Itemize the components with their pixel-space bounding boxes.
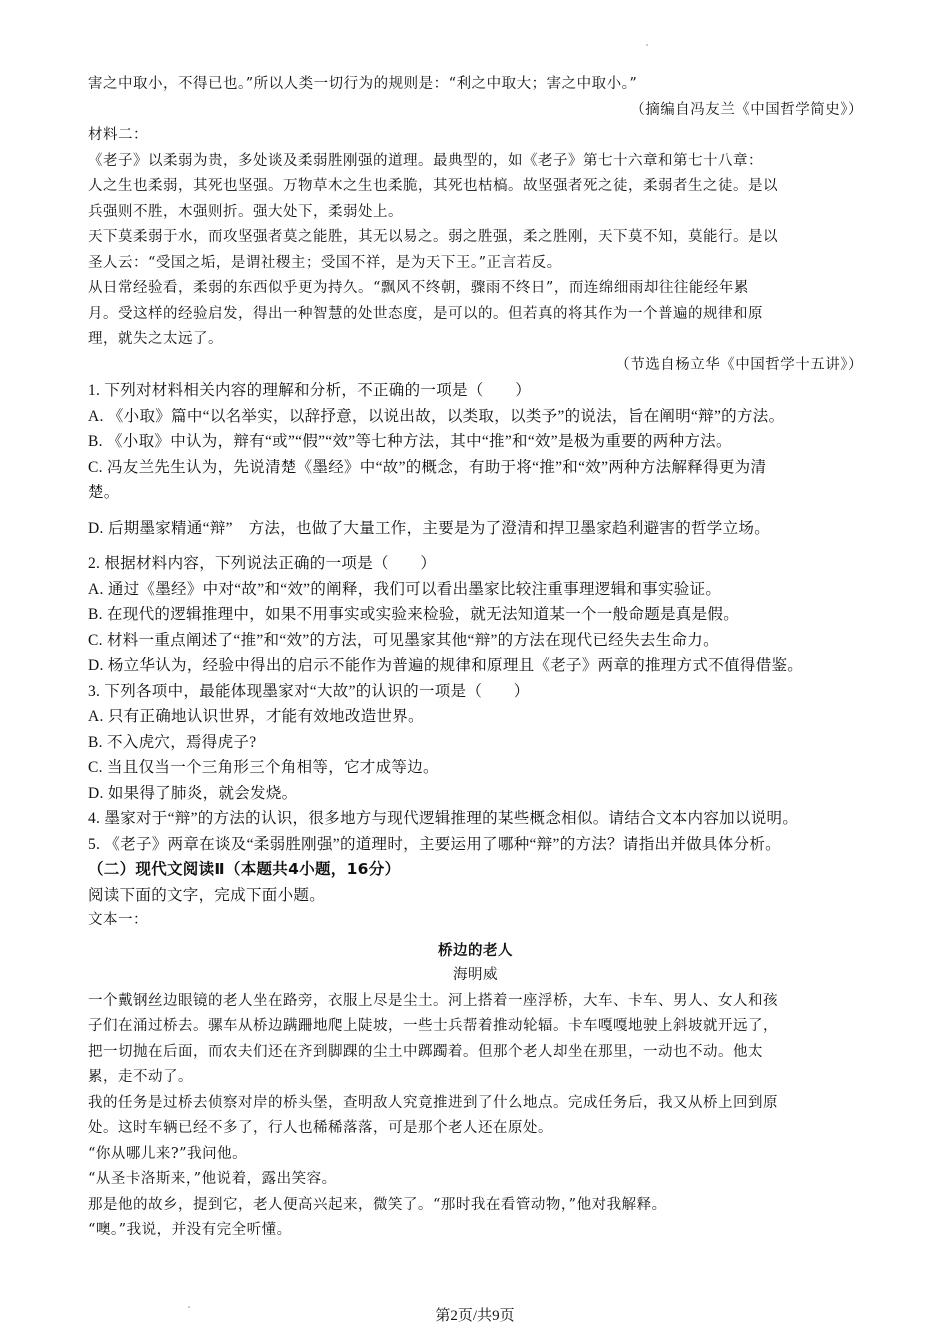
text-line: 人之生也柔弱，其死也坚强。万物草木之生也柔脆，其死也枯槁。故坚强者死之徒，柔弱者生之徒。是以 bbox=[88, 178, 778, 194]
story-author: 海明威 bbox=[453, 967, 498, 983]
question-1-option-d: D. 后期墨家精通“辩” 方法，也做了大量工作，主要是为了澄清和捍卫墨家趋利避害的哲学立场。 bbox=[88, 519, 771, 537]
question-2-option-b: B. 在现代的逻辑推理中，如果不用事实或实验来检验，就无法知道某一个一般命题是真是假。 bbox=[88, 606, 739, 623]
question-4: 4. 墨家对于“辩”的方法的认识，很多地方与现代逻辑推理的某些概念相似。请结合文本内容加以说明。 bbox=[88, 810, 799, 827]
question-2-option-a: A. 通过《墨经》中对“故”和“效”的阐释，我们可以看出墨家比较注重事理逻辑和事实验证。 bbox=[88, 580, 722, 598]
story-line: “你从哪儿来?”我问他。 bbox=[88, 1145, 248, 1162]
document-page bbox=[88, 72, 863, 1244]
story-title: 桥边的老人 bbox=[438, 941, 513, 959]
story-line: 把一切抛在后面，而农夫们还在齐到脚踝的尘土中踯躅着。但那个老人却坐在那里，一动也不动。他太 bbox=[88, 1043, 763, 1060]
source-citation: （摘编自冯友兰《中国哲学简史》） bbox=[630, 101, 863, 118]
question-1-stem: 1. 下列对材料相关内容的理解和分析，不正确的一项是（ ） bbox=[88, 382, 532, 399]
page-number: 第2页/共9页 bbox=[435, 1308, 515, 1324]
text-line: 天下莫柔弱于水，而攻坚强者莫之能胜，其无以易之。弱之胜强，柔之胜刚，天下莫不知，莫能行。是以 bbox=[88, 229, 778, 245]
story-line: 一个戴钢丝边眼镜的老人坐在路旁，衣服上尽是尘土。河上搭着一座浮桥，大车、卡车、男人、女人和孩 bbox=[88, 992, 778, 1009]
text-line: 月。受这样的经验启发，得出一种智慧的处世态度，是可以的。但若真的将其作为一个普遍的规律和原 bbox=[88, 305, 763, 322]
question-5: 5. 《老子》两章在谈及“柔弱胜刚强”的道理时，主要运用了哪种“辩”的方法？请指出并做具体分析。 bbox=[88, 835, 781, 853]
question-2-option-c: C. 材料一重点阐述了“推”和“效”的方法，可见墨家其他“辩”的方法在现代已经失去生命力。 bbox=[88, 631, 719, 649]
material-heading: 材料二： bbox=[88, 127, 148, 143]
question-1-option-a: A. 《小取》篇中“以名举实，以辞抒意，以说出故，以类取，以类予”的说法，旨在阐明“辩”的方法。 bbox=[88, 407, 785, 425]
text-line: 害之中取小，不得已也。”所以人类一切行为的规则是：“利之中取大；害之中取小。” bbox=[88, 76, 638, 92]
text-label: 文本一： bbox=[88, 912, 148, 928]
text-line: 圣人云：“受国之垢，是谓社稷主；受国不祥，是为天下王。”正言若反。 bbox=[88, 254, 562, 271]
text-line: 《老子》以柔弱为贵，多处谈及柔弱胜刚强的道理。最典型的，如《老子》第七十六章和第七十八章： bbox=[88, 152, 763, 169]
question-3-stem: 3. 下列各项中，最能体现墨家对“大故”的认识的一项是（ ） bbox=[88, 682, 530, 700]
question-2-stem: 2. 根据材料内容，下列说法正确的一项是（ ） bbox=[88, 555, 437, 572]
section-heading: （二）现代文阅读Ⅱ（本题共4小题，16分） bbox=[88, 860, 401, 878]
story-line: 那是他的故乡，提到它，老人便高兴起来，微笑了。“那时我在看管动物，”他对我解释。 bbox=[88, 1196, 667, 1213]
text-line: 从日常经验看，柔弱的东西似乎更为持久。“飘风不终朝，骤雨不终日”，而连绵细雨却往往能经年累 bbox=[88, 280, 749, 296]
question-3-option-b: B. 不入虎穴，焉得虎子? bbox=[88, 733, 257, 751]
question-1-option-c-cont: 楚。 bbox=[88, 484, 120, 501]
question-2-option-d: D. 杨立华认为，经验中得出的启示不能作为普遍的规律和原理且《老子》两章的推理方式不值得借鉴。 bbox=[88, 657, 804, 674]
story-line: 累，走不动了。 bbox=[88, 1069, 193, 1085]
text-line: 理，就失之太远了。 bbox=[88, 331, 223, 347]
story-line: 我的任务是过桥去侦察对岸的桥头堡，查明敌人究竟推进到了什么地点。完成任务后，我又从桥上回到原 bbox=[88, 1094, 778, 1111]
story-line: “从圣卡洛斯来，”他说着，露出笑容。 bbox=[88, 1171, 337, 1187]
story-line: “噢。”我说，并没有完全听懂。 bbox=[88, 1222, 292, 1238]
question-3-option-a: A. 只有正确地认识世界，才能有效地改造世界。 bbox=[88, 708, 424, 725]
scan-mark bbox=[646, 44, 648, 46]
story-line: 处。这时车辆已经不多了，行人也稀稀落落，可是那个老人还在原处。 bbox=[88, 1120, 553, 1136]
text-line: 兵强则不胜，木强则折。强大处下，柔弱处上。 bbox=[88, 203, 403, 220]
story-line: 子们在涌过桥去。骡车从桥边蹒跚地爬上陡坡，一些士兵帮着推动轮辐。卡车嘎嘎地驶上斜坡就开远了， bbox=[88, 1018, 778, 1034]
section-instruction: 阅读下面的文字，完成下面小题。 bbox=[88, 886, 326, 904]
question-1-option-c: C. 冯友兰先生认为，先说清楚《墨经》中“故”的概念，有助于将“推”和“效”两种方法解释得更为清 bbox=[88, 458, 767, 476]
question-3-option-d: D. 如果得了肺炎，就会发烧。 bbox=[88, 784, 298, 802]
question-1-option-b: B. 《小取》中认为，辩有“或”“假”“效”等七种方法，其中“推”和“效”是极为重要的两种方法。 bbox=[88, 433, 732, 450]
question-3-option-c: C. 当且仅当一个三角形三个角相等，它才成等边。 bbox=[88, 759, 439, 776]
source-citation: （节选自杨立华《中国哲学十五讲》） bbox=[615, 356, 863, 373]
